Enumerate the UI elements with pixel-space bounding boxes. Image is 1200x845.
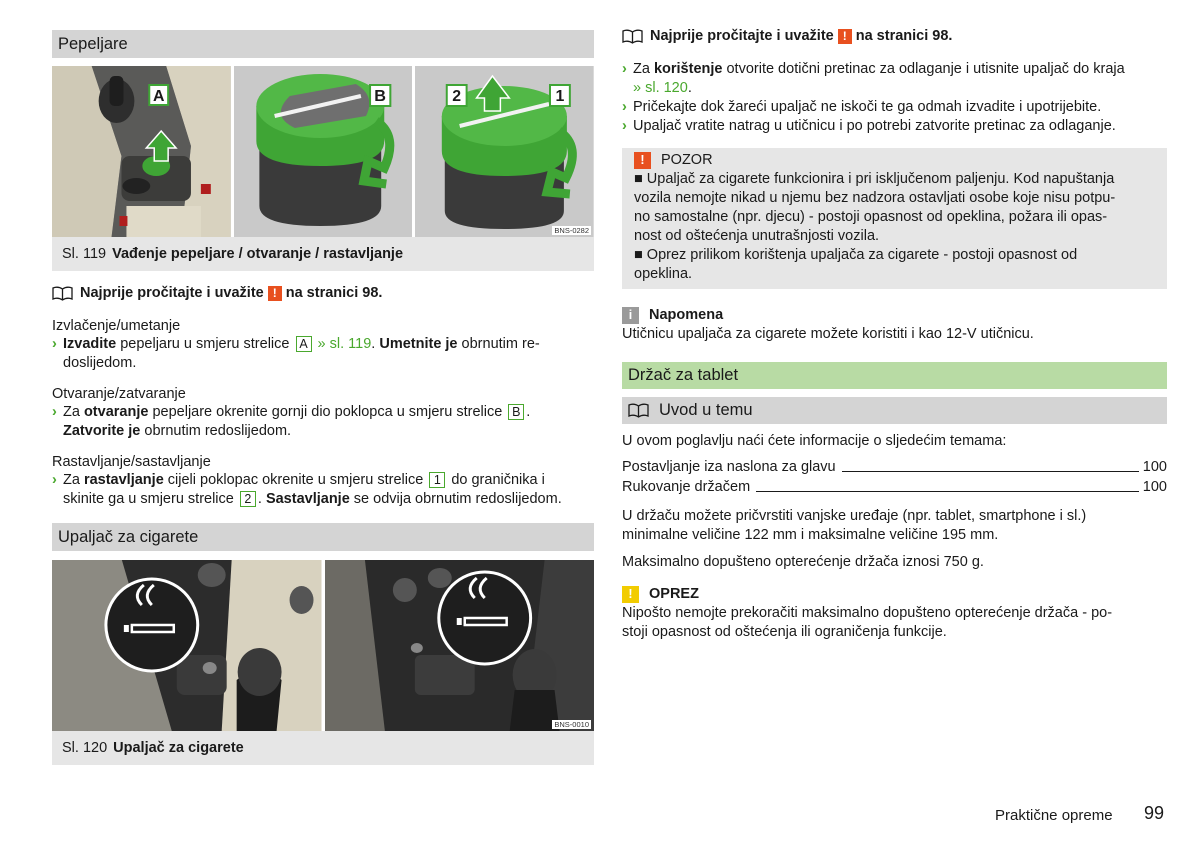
pozor-line: vozila nemojte nikad u njemu bez nadzora ostavljati osobe koje nisu potpu- [634, 190, 1116, 206]
ashtray-interior-illustration [52, 66, 231, 237]
fig119-interior-panel [52, 66, 231, 237]
toc-label: Postavljanje iza naslona za glavu [622, 459, 836, 475]
opening-bold-1: otvaranje [83, 404, 149, 420]
pozor-title: POZOR [661, 151, 713, 168]
removal-heading: Izvlačenje/umetanje [52, 318, 181, 334]
chevron-icon: › [52, 336, 57, 352]
opening-text-2: pepeljare okrenite gornji dio poklopca u smjeru strelice [148, 404, 507, 420]
right-column [622, 26, 1167, 642]
disassembly-text-3: do graničnika i [447, 472, 545, 488]
chevron-icon: › [622, 61, 627, 77]
warning-icon: ! [634, 152, 651, 169]
oprez-title: OPREZ [649, 585, 699, 602]
pozor-line: ■ Upaljač za cigarete funkcionira i pri isključenom paljenju. Kod napuštanja [634, 171, 1115, 187]
pozor-warning-box [622, 148, 1167, 289]
opening-step [52, 403, 594, 441]
tablet-section-heading: Držač za tablet [622, 362, 1167, 389]
opening-text-3: . [526, 404, 531, 420]
toc-page: 100 [1142, 459, 1167, 475]
opening-text-1: Za [63, 404, 84, 420]
opening-bold-2: Zatvorite je [63, 423, 141, 439]
pozor-line: nost od oštećenja unutrašnjosti vozila. [634, 228, 880, 244]
ashtray-section-heading: Pepeljare [52, 30, 594, 58]
figure-120-caption [52, 731, 594, 765]
figure-119 [52, 66, 594, 237]
read-first-suffix: na stranici 98. [855, 27, 953, 44]
book-icon [52, 286, 73, 301]
toc-label: Rukovanje držačem [622, 479, 751, 495]
read-first-prefix: Najprije pročitajte i uvažite [80, 284, 264, 301]
toc-item[interactable] [622, 477, 1167, 497]
caption-text: Upaljač za cigarete [113, 740, 244, 756]
step1-bold: korištenje [653, 61, 723, 77]
pozor-line: ■ Oprez prilikom korištenja upaljača za cigarete - postoji opasnost od [634, 247, 1078, 263]
removal-text-3: obrnutim re- [457, 336, 540, 352]
toc-item[interactable] [622, 457, 1167, 477]
fig119-open-panel [234, 66, 413, 237]
load-text: Maksimalno dopušteno opterećenje držača iznosi 750 g. [622, 554, 984, 570]
oprez-line: stoji opasnost od oštećenja ili ograničenja funkcije. [622, 624, 947, 640]
disassembly-text-6: se odvija obrnutim redoslijedom. [349, 491, 562, 507]
fig-119-link[interactable]: » sl. 119 [313, 336, 372, 352]
figure-120 [52, 560, 594, 731]
pozor-text [634, 170, 1155, 284]
toc-page: 100 [1142, 479, 1167, 495]
footer-page-number: 99 [1144, 803, 1165, 823]
label-a: A [152, 87, 165, 106]
removal-text-4: doslijedom. [63, 355, 137, 371]
read-first-suffix: na stranici 98. [285, 284, 383, 301]
pozor-title-row [634, 150, 1155, 170]
label-1: 1 [555, 87, 565, 106]
disassembly-text-5: . [257, 491, 266, 507]
removal-bold-1: Izvadite [63, 336, 117, 352]
lighter-step-1 [622, 60, 1167, 98]
napomena-title-row [622, 305, 1167, 325]
step1-text-1: Za [633, 61, 654, 77]
step3-text: Upaljač vratite natrag u utičnicu i po potrebi zatvorite pretinac za odlaganje. [633, 118, 1116, 134]
disassembly-text-1: Za [63, 472, 84, 488]
removal-text-1: pepeljaru u smjeru strelice [116, 336, 294, 352]
caption-text: Vađenje pepeljare / otvaranje / rastavljanje [112, 246, 404, 262]
oprez-caution [622, 584, 1167, 642]
read-first-prefix: Najprije pročitajte i uvažite [650, 27, 834, 44]
warning-icon: ! [838, 29, 852, 44]
label-b: B [373, 87, 386, 105]
book-icon [622, 29, 643, 44]
read-first-note [622, 26, 1167, 46]
caution-icon: ! [622, 586, 639, 603]
disassembly-text-2: cijeli poklopac okrenite u smjeru strelice [163, 472, 428, 488]
pozor-line: opeklina. [634, 266, 693, 282]
lighter-steps [622, 60, 1167, 136]
disassembly-bold-2: Sastavljanje [265, 491, 350, 507]
fig120-panel-right [325, 560, 595, 731]
oprez-title-row [622, 584, 1167, 604]
figure-code: BNS-0010 [554, 720, 589, 729]
chevron-icon: › [52, 404, 57, 420]
opening-heading: Otvaranje/zatvaranje [52, 386, 186, 402]
toc-leader [756, 491, 1139, 492]
footer-chapter-title: Praktične opreme [995, 807, 1113, 824]
topic-list [622, 457, 1167, 497]
info-icon: i [622, 307, 639, 324]
figure-119-caption [52, 237, 594, 271]
disassembly-text-4: skinite ga u smjeru strelice [63, 491, 238, 507]
lighter-step-2 [622, 98, 1167, 117]
book-icon [628, 403, 649, 418]
step2-text: Pričekajte dok žareći upaljač ne iskoči te ga odmah izvadite i upotrijebite. [633, 99, 1102, 115]
toc-leader [842, 471, 1139, 472]
removal-bold-2: Umetnite je [379, 336, 458, 352]
ashtray-disassembly-illustration [415, 66, 594, 237]
label-2: 2 [452, 87, 462, 106]
lighter-step-3 [622, 117, 1167, 136]
mount-text-line: minimalne veličine 122 mm i maksimalne veličine 195 mm. [622, 527, 999, 543]
lighter-interior-illustration-1 [52, 560, 322, 731]
lighter-section-heading: Upaljač za cigarete [52, 523, 594, 551]
napomena-text: Utičnicu upaljača za cigarete možete koristiti i kao 12-V utičnicu. [622, 326, 1034, 342]
warning-icon: ! [268, 286, 282, 301]
intro-text: U ovom poglavlju naći ćete informacije o sljedećim temama: [622, 433, 1007, 449]
removal-step [52, 335, 594, 373]
chevron-icon: › [52, 472, 57, 488]
ashtray-open-illustration [234, 66, 413, 237]
caption-number: Sl. 120 [62, 740, 108, 756]
step1-text-3: . [687, 80, 692, 96]
figure-code: BNS-0282 [554, 226, 590, 235]
chevron-icon: › [622, 99, 627, 115]
pozor-line: no samostalne (npr. djecu) - postoji opasnost od opeklina, požara ili opas- [634, 209, 1108, 225]
fig119-disassembly-panel [415, 66, 594, 237]
step1-text-2: otvorite dotični pretinac za odlaganje i utisnite upaljač do kraja [722, 61, 1125, 77]
ref-1: 1 [429, 472, 445, 488]
ref-a: A [296, 336, 312, 352]
left-column [52, 30, 594, 765]
removal-text-2: . [371, 336, 380, 352]
oprez-line: Nipošto nemojte prekoračiti maksimalno dopušteno opterećenje držača - po- [622, 605, 1113, 621]
mount-text [622, 507, 1167, 545]
disassembly-bold-1: rastavljanje [83, 472, 164, 488]
fig-120-link[interactable]: » sl. 120 [633, 80, 688, 96]
mount-text-line: U držaču možete pričvrstiti vanjske uređaje (npr. tablet, smartphone i sl.) [622, 508, 1087, 524]
caption-number: Sl. 119 [62, 246, 107, 262]
intro-heading-bar [622, 397, 1167, 424]
ref-b: B [508, 404, 524, 420]
napomena-title: Napomena [649, 306, 724, 323]
napomena-note [622, 305, 1167, 344]
ref-2: 2 [240, 491, 256, 507]
opening-text-4: obrnutim redoslijedom. [140, 423, 292, 439]
chevron-icon: › [622, 118, 627, 134]
fig120-panel-left [52, 560, 322, 731]
read-first-note [52, 283, 594, 303]
lighter-interior-illustration-2 [325, 560, 595, 731]
disassembly-heading: Rastavljanje/sastavljanje [52, 454, 211, 470]
disassembly-step [52, 471, 594, 509]
intro-heading: Uvod u temu [659, 401, 753, 419]
